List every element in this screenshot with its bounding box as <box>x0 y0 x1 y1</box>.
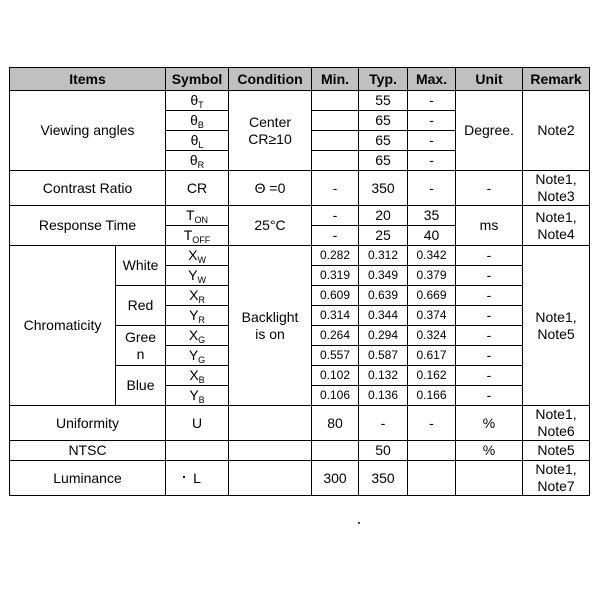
unit-cell: - <box>456 266 523 286</box>
table-row <box>10 91 590 111</box>
min-cell: - <box>312 206 359 226</box>
dot-mark <box>183 476 185 478</box>
max-cell: - <box>408 406 456 441</box>
symbol-cell: $T_{ON}$ <box>166 206 229 226</box>
remark-cell: Note1, Note3 <box>523 171 590 206</box>
max-cell: 0.162 <box>408 366 456 386</box>
max-cell: 0.342 <box>408 246 456 266</box>
symbol-cell: $\theta_B$ <box>166 111 229 131</box>
optical-spec-table <box>9 67 590 496</box>
typ-cell: 0.587 <box>359 346 408 366</box>
max-cell: 0.617 <box>408 346 456 366</box>
table-row <box>10 406 590 441</box>
typ-cell: 0.136 <box>359 386 408 406</box>
symbol-cell: CR <box>166 171 229 206</box>
color-label-red: Red <box>116 286 166 326</box>
min-cell: 0.264 <box>312 326 359 346</box>
remark-cell: Note1, Note6 <box>523 406 590 441</box>
response-remark: Note1, Note4 <box>523 206 590 246</box>
min-cell: 0.102 <box>312 366 359 386</box>
typ-cell: 50 <box>359 441 408 461</box>
symbol-cell: $T_{OFF}$ <box>166 226 229 246</box>
typ-cell: 350 <box>359 461 408 496</box>
color-label-blue: Blue <box>116 366 166 406</box>
unit-cell: - <box>456 386 523 406</box>
contrast-condition: Θ =0 <box>229 171 312 206</box>
symbol-cell: $\theta_L$ <box>166 131 229 151</box>
condition-cell <box>229 461 312 496</box>
min-cell: 0.314 <box>312 306 359 326</box>
min-cell: 0.106 <box>312 386 359 406</box>
header-max: Max. <box>408 68 456 91</box>
min-cell: 0.609 <box>312 286 359 306</box>
min-cell <box>312 111 359 131</box>
unit-cell: - <box>456 366 523 386</box>
header-row <box>10 68 590 91</box>
typ-cell: 0.312 <box>359 246 408 266</box>
max-cell: 0.324 <box>408 326 456 346</box>
unit-cell <box>456 461 523 496</box>
min-cell: 0.282 <box>312 246 359 266</box>
typ-cell: 25 <box>359 226 408 246</box>
symbol-cell: $X_B$ <box>166 366 229 386</box>
ntsc-label: NTSC <box>10 441 166 461</box>
min-cell: - <box>312 171 359 206</box>
condition-cell <box>229 406 312 441</box>
typ-cell: 0.344 <box>359 306 408 326</box>
uniformity-label: Uniformity <box>10 406 166 441</box>
chromaticity-remark: Note1, Note5 <box>523 246 590 406</box>
unit-cell: - <box>456 326 523 346</box>
symbol-cell: U <box>166 406 229 441</box>
unit-cell: - <box>456 346 523 366</box>
response-time-label: Response Time <box>10 206 166 246</box>
unit-cell: - <box>456 171 523 206</box>
typ-cell: 55 <box>359 91 408 111</box>
chromaticity-condition: Backlight is on <box>229 246 312 406</box>
symbol-cell: L <box>166 461 229 496</box>
symbol-cell <box>166 441 229 461</box>
typ-cell: 350 <box>359 171 408 206</box>
min-cell: 80 <box>312 406 359 441</box>
typ-cell: 0.294 <box>359 326 408 346</box>
luminance-label: Luminance <box>10 461 166 496</box>
typ-cell: 65 <box>359 151 408 171</box>
unit-cell: - <box>456 306 523 326</box>
min-cell: 0.319 <box>312 266 359 286</box>
max-cell: 40 <box>408 226 456 246</box>
max-cell: 0.379 <box>408 266 456 286</box>
min-cell <box>312 151 359 171</box>
unit-cell: - <box>456 246 523 266</box>
max-cell: - <box>408 151 456 171</box>
symbol-cell: $\theta_R$ <box>166 151 229 171</box>
header-remark: Remark <box>523 68 590 91</box>
header-typ: Typ. <box>359 68 408 91</box>
unit-cell: % <box>456 441 523 461</box>
color-label-white: White <box>116 246 166 286</box>
contrast-ratio-label: Contrast Ratio <box>10 171 166 206</box>
min-cell <box>312 441 359 461</box>
typ-cell: 0.639 <box>359 286 408 306</box>
min-cell <box>312 91 359 111</box>
header-symbol: Symbol <box>166 68 229 91</box>
max-cell: - <box>408 131 456 151</box>
table-row <box>10 246 590 266</box>
min-cell: 0.557 <box>312 346 359 366</box>
symbol-cell: $X_G$ <box>166 326 229 346</box>
response-condition: 25°C <box>229 206 312 246</box>
viewing-condition: Center CR≥10 <box>229 91 312 171</box>
table-row <box>10 206 590 226</box>
condition-cell <box>229 441 312 461</box>
symbol-cell: $Y_G$ <box>166 346 229 366</box>
header-items: Items <box>10 68 166 91</box>
viewing-angles-label: Viewing angles <box>10 91 166 171</box>
max-cell: 0.374 <box>408 306 456 326</box>
typ-cell: 0.349 <box>359 266 408 286</box>
max-cell: 0.166 <box>408 386 456 406</box>
header-min: Min. <box>312 68 359 91</box>
chromaticity-label: Chromaticity <box>10 246 116 406</box>
max-cell: - <box>408 171 456 206</box>
typ-cell: 0.132 <box>359 366 408 386</box>
typ-cell: 20 <box>359 206 408 226</box>
viewing-remark: Note2 <box>523 91 590 171</box>
typ-cell: 65 <box>359 131 408 151</box>
min-cell: 300 <box>312 461 359 496</box>
symbol-cell: $\theta_T$ <box>166 91 229 111</box>
max-cell <box>408 461 456 496</box>
viewing-unit: Degree. <box>456 91 523 171</box>
symbol-cell: $Y_W$ <box>166 266 229 286</box>
header-unit: Unit <box>456 68 523 91</box>
min-cell: - <box>312 226 359 246</box>
min-cell <box>312 131 359 151</box>
max-cell: 0.669 <box>408 286 456 306</box>
header-condition: Condition <box>229 68 312 91</box>
stray-dot <box>358 522 360 524</box>
remark-cell: Note5 <box>523 441 590 461</box>
remark-cell: Note1, Note7 <box>523 461 590 496</box>
symbol-cell: $Y_B$ <box>166 386 229 406</box>
symbol-cell: $Y_R$ <box>166 306 229 326</box>
table-row <box>10 461 590 496</box>
unit-cell: % <box>456 406 523 441</box>
max-cell: - <box>408 91 456 111</box>
max-cell: - <box>408 111 456 131</box>
color-label-green: Gree n <box>116 326 166 366</box>
max-cell <box>408 441 456 461</box>
symbol-cell: $X_W$ <box>166 246 229 266</box>
max-cell: 35 <box>408 206 456 226</box>
typ-cell: 65 <box>359 111 408 131</box>
typ-cell: - <box>359 406 408 441</box>
response-unit: ms <box>456 206 523 246</box>
unit-cell: - <box>456 286 523 306</box>
symbol-cell: $X_R$ <box>166 286 229 306</box>
table-row <box>10 441 590 461</box>
table-row <box>10 171 590 206</box>
